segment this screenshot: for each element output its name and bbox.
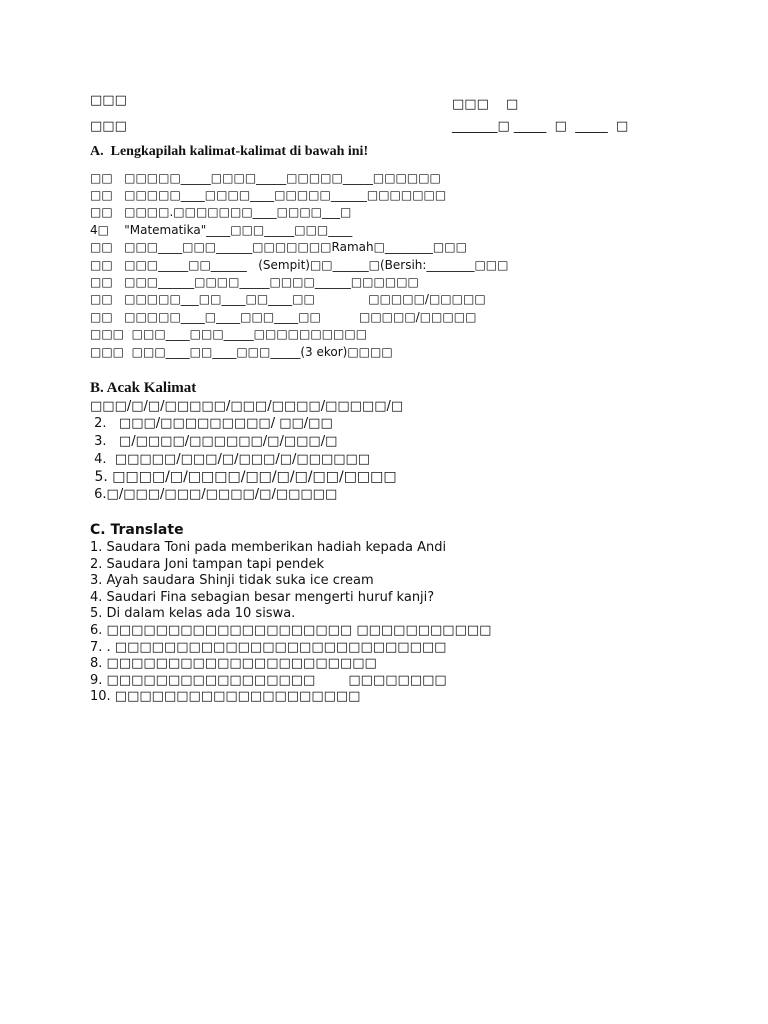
section-a-title: A. Lengkapilah kalimat-kalimat di bawah ini! <box>90 144 369 159</box>
section-b-line: 4. □□□□□/□□□/□/□□□/□/□□□□□□ <box>90 452 371 467</box>
section-c-line: 3. Ayah saudara Shinji tidak suka ice cream <box>90 573 374 588</box>
section-c-line: 2. Saudara Joni tampan tapi pendek <box>90 557 325 572</box>
section-a-line: □□ □□□□.□□□□□□□____□□□□___□ <box>90 205 352 219</box>
section-a-line: □□□ □□□____□□____□□□_____(3 ekor)□□□□ <box>90 345 393 359</box>
section-c-line: 4. Saudari Fina sebagian besar mengerti huruf kanji? <box>90 590 435 605</box>
section-b-title: B. Acak Kalimat <box>90 380 197 396</box>
section-c-line: 10. □□□□□□□□□□□□□□□□□□□□ <box>90 689 361 704</box>
section-a-line: □□ □□□_____□□______ (Sempit)□□______□(Bersih:________□□□ <box>90 258 509 272</box>
section-a-line: □□□ □□□____□□□_____□□□□□□□□□□ <box>90 327 368 341</box>
id-label: □□□ <box>90 119 127 134</box>
section-a-line: □□ □□□□□___□□____□□____□□ □□□□□/□□□□□ <box>90 292 486 306</box>
section-b-line: 3. □/□□□□/□□□□□□/□/□□□/□ <box>90 434 338 449</box>
section-b-line: 5. □□□□/□/□□□□/□□/□/□/□□/□□□□ <box>90 469 397 485</box>
section-a-line: □□ □□□□□____□□□□____□□□□□______□□□□□□□ <box>90 188 447 202</box>
section-c-line: 5. Di dalam kelas ada 10 siswa. <box>90 606 296 621</box>
section-c-line: 8. □□□□□□□□□□□□□□□□□□□□□□ <box>90 656 377 671</box>
section-a-line: □□ □□□______□□□□_____□□□□______□□□□□□ <box>90 275 419 289</box>
section-a-line: 4□ "Matematika"____□□□_____□□□____ <box>90 223 353 237</box>
date-field: _______□ _____ □ _____ □ <box>452 119 629 134</box>
class-label: □□□ □ <box>452 97 519 112</box>
section-c-line: 7. . □□□□□□□□□□□□□□□□□□□□□□□□□□□ <box>90 640 447 655</box>
section-c-line: 1. Saudara Toni pada memberikan hadiah kepada Andi <box>90 540 447 555</box>
section-c-line: 9. □□□□□□□□□□□□□□□□□ □□□□□□□□ <box>90 673 447 688</box>
section-a-line: □□ □□□____□□□______□□□□□□□Ramah□________□□□ <box>90 240 467 254</box>
section-c-line: 6. □□□□□□□□□□□□□□□□□□□□ □□□□□□□□□□□ <box>90 623 492 638</box>
section-a-line: □□ □□□□□_____□□□□_____□□□□□_____□□□□□□ <box>90 171 441 185</box>
section-b-line: 2. □□□/□□□□□□□□□/ □□/□□ <box>90 416 333 431</box>
section-c-title: C. Translate <box>90 522 184 538</box>
name-label: □□□ <box>90 93 127 108</box>
section-a-line: □□ □□□□□____□____□□□____□□ □□□□□/□□□□□ <box>90 310 477 324</box>
section-b-line: □□□/□/□/□□□□□/□□□/□□□□/□□□□□/□ <box>90 399 404 414</box>
section-b-line: 6.□/□□□/□□□/□□□□/□/□□□□□ <box>90 487 338 502</box>
